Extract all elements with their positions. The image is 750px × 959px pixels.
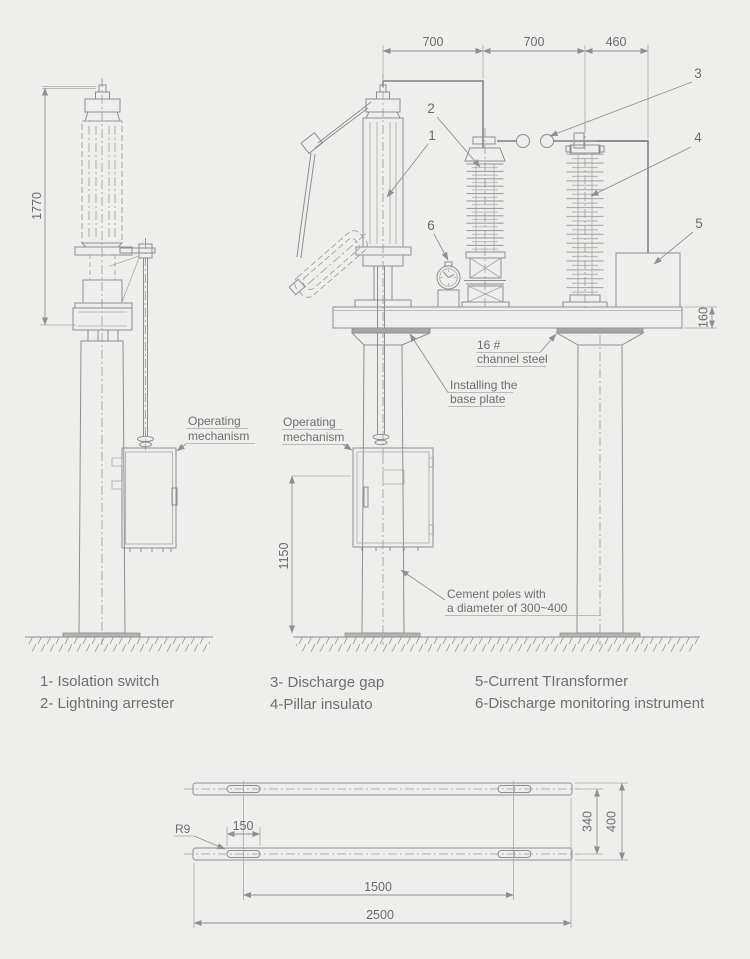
- dim-700-b: 700: [523, 35, 545, 49]
- lightning-arrester: [462, 128, 509, 310]
- pillar-sheds: [566, 153, 604, 295]
- left-pole-base-plate: [63, 633, 140, 637]
- dim-700-a: 700: [422, 35, 444, 49]
- callout-6: 6: [427, 218, 435, 233]
- dim-400: 400: [604, 811, 619, 832]
- main-box-handle: [364, 487, 368, 507]
- dim-1500: 1500: [364, 880, 392, 894]
- discharge-gap-ball-left: [517, 135, 530, 148]
- current-transformer: [616, 253, 680, 307]
- dim-2500: 2500: [366, 908, 394, 922]
- main-operating-mechanism-box: [353, 448, 434, 551]
- dim-1770: 1770: [30, 192, 44, 220]
- legend-item-5: 5-Current TIransformer: [475, 673, 629, 690]
- dim-150: 150: [232, 819, 254, 833]
- pillar-insulator: [563, 124, 607, 310]
- dim-160: 160: [696, 307, 711, 328]
- discharge-monitoring-instrument: [437, 262, 460, 307]
- dim-1150: 1150: [277, 542, 291, 570]
- callout-1: 1: [428, 128, 436, 143]
- discharge-gap-ball-right: [541, 135, 554, 148]
- dim-340: 340: [580, 811, 595, 832]
- legend-item-4: 4-Pillar insulato: [270, 696, 373, 713]
- ct-conductor: [597, 141, 648, 253]
- cement-poles-label-2: a diameter of 300~400: [447, 601, 568, 615]
- legend-item-3: 3- Discharge gap: [270, 674, 385, 691]
- channel-steel-label-1: 16 #: [477, 338, 501, 352]
- gauge-stand: [438, 290, 459, 307]
- isolation-switch: [287, 74, 411, 455]
- callout-5: 5: [695, 216, 703, 231]
- legend-item-6: 6-Discharge monitoring instrument: [475, 695, 705, 712]
- left-switch-cap: [85, 99, 120, 112]
- channel-steel-label-2: channel steel: [477, 352, 548, 366]
- callout-2: 2: [427, 101, 435, 116]
- left-elevation-view: [25, 78, 255, 652]
- base-plate-label-2: base plate: [450, 392, 506, 406]
- cement-poles-label-1: Cement poles with: [447, 587, 546, 601]
- ground-hatch-left: [27, 638, 210, 652]
- base-plate-label-1: Installing the: [450, 378, 518, 392]
- callout-3: 3: [694, 66, 702, 81]
- dim-460: 460: [605, 35, 627, 49]
- left-op-mech-label-1: Operating: [188, 414, 241, 428]
- channel-steel-beam: [333, 307, 717, 328]
- legend-item-2: 2- Lightning arrester: [40, 695, 175, 712]
- callouts: [387, 66, 703, 264]
- arrester-sheds: [466, 163, 504, 252]
- dim-r9: R9: [175, 822, 191, 836]
- ground-hatch-right: [296, 638, 698, 652]
- callout-4: 4: [694, 130, 702, 145]
- legend-item-1: 1- Isolation switch: [40, 673, 160, 690]
- arm-elbow: [301, 133, 322, 154]
- main-op-mech-label-2: mechanism: [283, 430, 345, 444]
- left-operating-mechanism-box: [122, 448, 176, 548]
- main-op-mech-label-1: Operating: [283, 415, 336, 429]
- channel-steel-plan-view: [174, 781, 628, 928]
- left-op-mech-label-2: mechanism: [188, 429, 250, 443]
- main-front-view: [277, 35, 717, 652]
- legend: [40, 673, 705, 713]
- left-mounting-bracket: [73, 308, 132, 330]
